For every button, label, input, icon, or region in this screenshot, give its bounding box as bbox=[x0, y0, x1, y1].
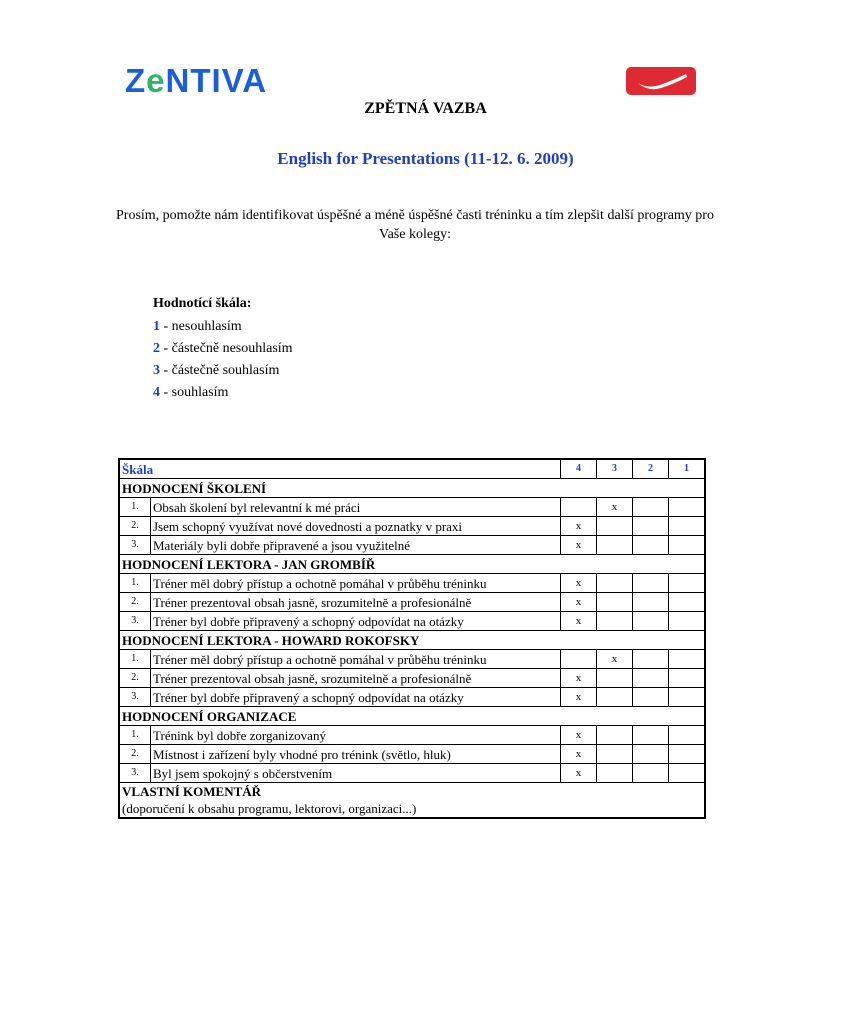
comment-row bbox=[119, 783, 705, 819]
table-row bbox=[119, 650, 705, 669]
comment-hint: (doporučení k obsahu programu, lektorovi, organizaci...) bbox=[122, 801, 417, 816]
rating-cell-3[interactable] bbox=[597, 574, 633, 593]
row-number: 1. bbox=[119, 498, 151, 517]
table-row bbox=[119, 574, 705, 593]
intro-text: Prosím, pomožte nám identifikovat úspěšné a méně úspěšné časti tréninku a tím zlepšit další programy pro Vaše kolegy: bbox=[116, 208, 714, 242]
rating-cell-3[interactable] bbox=[597, 669, 633, 688]
row-number: 3. bbox=[119, 688, 151, 707]
row-number: 1. bbox=[119, 574, 151, 593]
rating-cell-4[interactable]: x bbox=[561, 612, 597, 631]
rating-cell-4[interactable]: x bbox=[561, 536, 597, 555]
rating-cell-1[interactable] bbox=[669, 650, 706, 669]
rating-cell-1[interactable] bbox=[669, 498, 706, 517]
row-number: 2. bbox=[119, 517, 151, 536]
course-title: English for Presentations (11-12. 6. 2009) bbox=[277, 149, 574, 168]
rating-cell-2[interactable] bbox=[633, 745, 669, 764]
table-row bbox=[119, 726, 705, 745]
brand-emblem-icon bbox=[626, 67, 696, 95]
table-row bbox=[119, 593, 705, 612]
table-row bbox=[119, 517, 705, 536]
rating-cell-2[interactable] bbox=[633, 688, 669, 707]
page-title: ZPĚTNÁ VAZBA bbox=[364, 100, 487, 117]
row-number: 3. bbox=[119, 536, 151, 555]
evaluation-table bbox=[118, 458, 706, 819]
row-number: 3. bbox=[119, 612, 151, 631]
section-header-row bbox=[119, 631, 705, 650]
comment-title: VLASTNÍ KOMENTÁŘ bbox=[122, 784, 262, 799]
section-title: HODNOCENÍ ORGANIZACE bbox=[119, 707, 705, 726]
rating-cell-3[interactable] bbox=[597, 764, 633, 783]
scale-list bbox=[153, 316, 293, 404]
rating-cell-1[interactable] bbox=[669, 688, 706, 707]
rating-cell-3[interactable] bbox=[597, 688, 633, 707]
rating-cell-1[interactable] bbox=[669, 536, 706, 555]
rating-cell-3[interactable] bbox=[597, 517, 633, 536]
zentiva-logo: ZeNTIVA bbox=[125, 62, 268, 99]
column-header: 1 bbox=[669, 459, 706, 479]
row-text: Tréner prezentoval obsah jasně, srozumitelně a profesionálně bbox=[151, 593, 561, 612]
rating-cell-4[interactable]: x bbox=[561, 669, 597, 688]
column-header: 3 bbox=[597, 459, 633, 479]
row-number: 2. bbox=[119, 593, 151, 612]
rating-cell-2[interactable] bbox=[633, 612, 669, 631]
row-number: 2. bbox=[119, 745, 151, 764]
rating-cell-3[interactable] bbox=[597, 612, 633, 631]
comment-field[interactable] bbox=[119, 783, 705, 819]
section-title: HODNOCENÍ LEKTORA - HOWARD ROKOFSKY bbox=[119, 631, 705, 650]
rating-cell-2[interactable] bbox=[633, 574, 669, 593]
rating-cell-4[interactable]: x bbox=[561, 593, 597, 612]
scale-header-label: Škála bbox=[119, 459, 561, 479]
row-text: Tréner měl dobrý přístup a ochotně pomáhal v průběhu tréninku bbox=[151, 650, 561, 669]
rating-cell-2[interactable] bbox=[633, 517, 669, 536]
rating-cell-4[interactable]: x bbox=[561, 726, 597, 745]
rating-cell-3[interactable]: x bbox=[597, 498, 633, 517]
row-number: 2. bbox=[119, 669, 151, 688]
rating-cell-1[interactable] bbox=[669, 764, 706, 783]
section-header-row bbox=[119, 555, 705, 574]
table-row bbox=[119, 669, 705, 688]
rating-cell-3[interactable] bbox=[597, 536, 633, 555]
table-row bbox=[119, 536, 705, 555]
rating-cell-1[interactable] bbox=[669, 745, 706, 764]
rating-cell-1[interactable] bbox=[669, 517, 706, 536]
column-header: 4 bbox=[561, 459, 597, 479]
rating-cell-4[interactable]: x bbox=[561, 574, 597, 593]
table-row bbox=[119, 612, 705, 631]
row-text: Jsem schopný využívat nové dovednosti a poznatky v praxi bbox=[151, 517, 561, 536]
rating-cell-1[interactable] bbox=[669, 726, 706, 745]
row-text: Tréner byl dobře připravený a schopný odpovídat na otázky bbox=[151, 688, 561, 707]
row-number: 1. bbox=[119, 650, 151, 669]
rating-cell-1[interactable] bbox=[669, 574, 706, 593]
rating-cell-1[interactable] bbox=[669, 612, 706, 631]
table-header-row bbox=[119, 459, 705, 479]
rating-cell-4[interactable]: x bbox=[561, 688, 597, 707]
row-text: Byl jsem spokojný s občerstvením bbox=[151, 764, 561, 783]
table-row bbox=[119, 688, 705, 707]
row-number: 3. bbox=[119, 764, 151, 783]
rating-cell-1[interactable] bbox=[669, 669, 706, 688]
scale-item: 1 - nesouhlasím bbox=[153, 319, 242, 334]
row-text: Tréner byl dobře připravený a schopný odpovídat na otázky bbox=[151, 612, 561, 631]
rating-cell-1[interactable] bbox=[669, 593, 706, 612]
row-text: Tréner měl dobrý přístup a ochotně pomáhal v průběhu tréninku bbox=[151, 574, 561, 593]
rating-cell-3[interactable]: x bbox=[597, 650, 633, 669]
section-title: HODNOCENÍ ŠKOLENÍ bbox=[119, 479, 705, 498]
rating-cell-3[interactable] bbox=[597, 593, 633, 612]
rating-cell-4[interactable] bbox=[561, 650, 597, 669]
scale-title: Hodnotící škála: bbox=[153, 296, 252, 311]
row-number: 1. bbox=[119, 726, 151, 745]
section-title: HODNOCENÍ LEKTORA - JAN GROMBÍŘ bbox=[119, 555, 705, 574]
section-header-row bbox=[119, 707, 705, 726]
scale-item: 2 - částečně nesouhlasím bbox=[153, 341, 293, 356]
row-text: Tréner prezentoval obsah jasně, srozumitelně a profesionálně bbox=[151, 669, 561, 688]
rating-cell-2[interactable] bbox=[633, 726, 669, 745]
scale-item: 3 - částečně souhlasím bbox=[153, 363, 280, 378]
row-text: Obsah školení byl relevantní k mé práci bbox=[151, 498, 561, 517]
rating-cell-2[interactable] bbox=[633, 536, 669, 555]
column-header: 2 bbox=[633, 459, 669, 479]
rating-cell-4[interactable]: x bbox=[561, 745, 597, 764]
table-row bbox=[119, 745, 705, 764]
rating-cell-2[interactable] bbox=[633, 764, 669, 783]
rating-cell-2[interactable] bbox=[633, 593, 669, 612]
row-text: Materiály byli dobře připravené a jsou využitelné bbox=[151, 536, 561, 555]
table-row bbox=[119, 764, 705, 783]
row-text: Trénink byl dobře zorganizovaný bbox=[151, 726, 561, 745]
rating-cell-2[interactable] bbox=[633, 498, 669, 517]
rating-cell-4[interactable]: x bbox=[561, 764, 597, 783]
rating-cell-3[interactable] bbox=[597, 726, 633, 745]
rating-cell-2[interactable] bbox=[633, 650, 669, 669]
row-text: Místnost i zařízení byly vhodné pro trénink (světlo, hluk) bbox=[151, 745, 561, 764]
rating-cell-3[interactable] bbox=[597, 745, 633, 764]
rating-cell-2[interactable] bbox=[633, 669, 669, 688]
rating-cell-4[interactable] bbox=[561, 498, 597, 517]
section-header-row bbox=[119, 479, 705, 498]
rating-cell-4[interactable]: x bbox=[561, 517, 597, 536]
scale-item: 4 - souhlasím bbox=[153, 385, 229, 400]
table-row bbox=[119, 498, 705, 517]
